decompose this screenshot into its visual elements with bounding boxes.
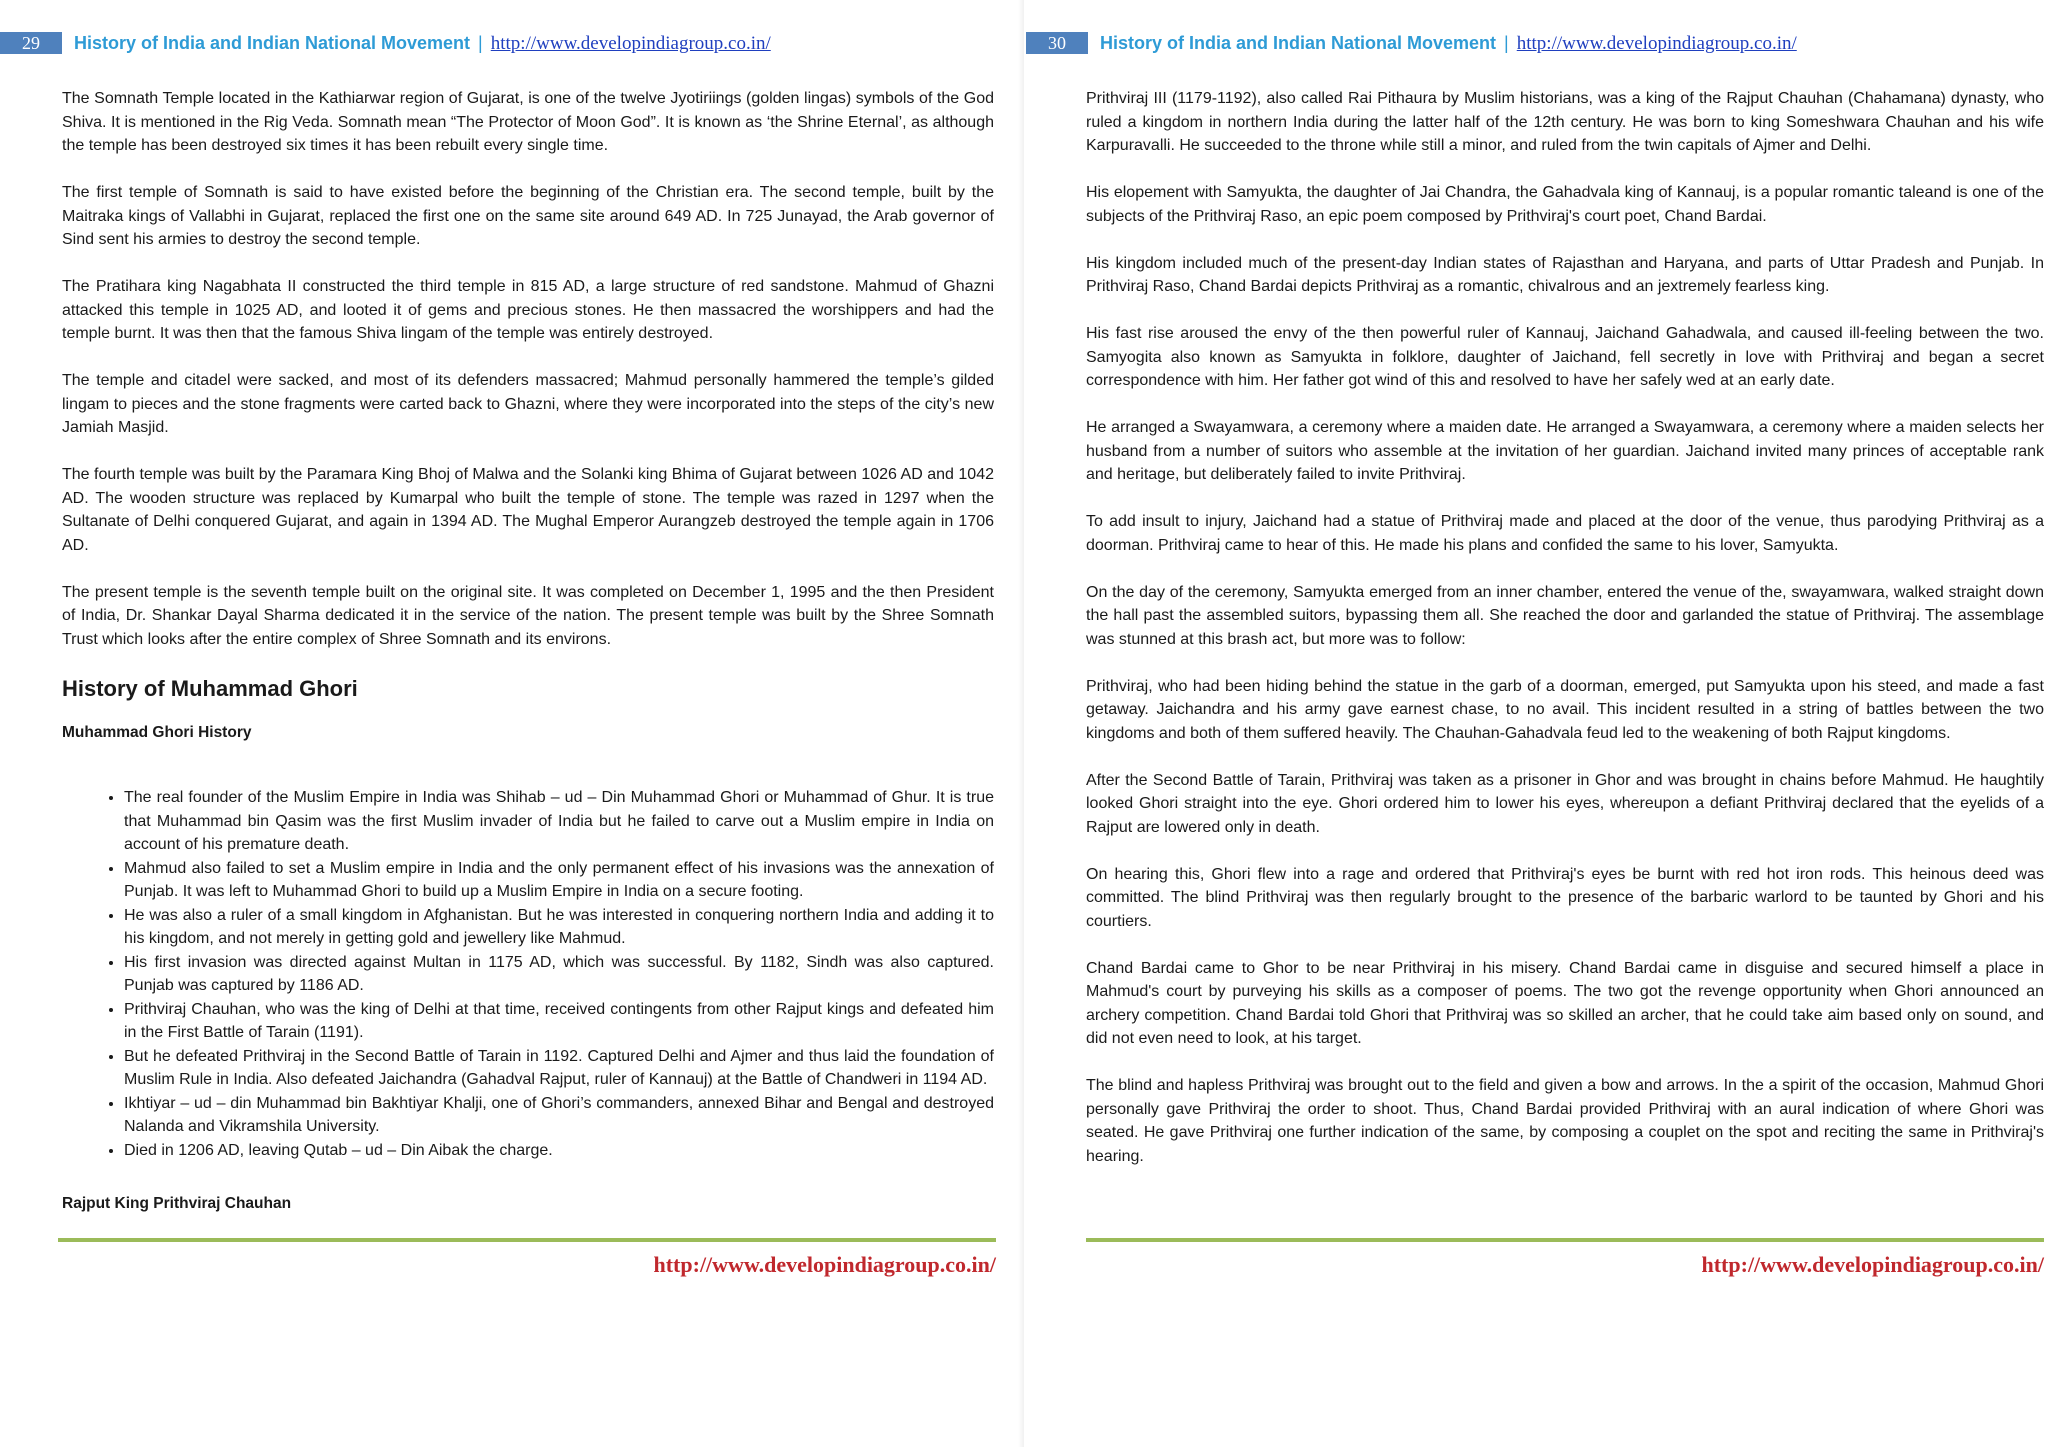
closing-subheading: Rajput King Prithviraj Chauhan xyxy=(62,1195,292,1212)
paragraph: The Pratihara king Nagabhata II constructed the third temple in 815 AD, a large structure of red sandstone. Mahmud of Ghazni attacked this temple in 1025 AD, and looted it of gems and precious stones. He then massacred the worshippers and had the temple burnt. It was then that the famous Shiva lingam of the temple was entirely destroyed. xyxy=(62,278,994,342)
paragraph: After the Second Battle of Tarain, Prithviraj was taken as a prisoner in Ghor and was brought in chains before Mahmud. He haughtily looked Ghori straight into the eye. Ghori ordered him to lower his eyes, whereupon a defiant Prithviraj declared that the eyelids of a Rajput are lowered only in death. xyxy=(1086,771,2044,836)
header-title: History of India and Indian National Movement xyxy=(74,33,471,53)
header-title: History of India and Indian National Movement xyxy=(1100,33,1497,53)
header-link[interactable]: http://www.developindiagroup.co.in/ xyxy=(1516,33,1797,54)
right-page-content xyxy=(1086,87,2044,1192)
list-item: • Prithviraj Chauhan, who was the king of Delhi at that time, received contingents from other Rajput kings and defeated him in the First Battle of Tarain (1191). xyxy=(124,998,994,1045)
left-page-content xyxy=(62,87,994,1216)
paragraph: He arranged a Swayamwara, a ceremony where a maiden date. He arranged a Swayamwara, a ceremony where a maiden selects her husband from a number of suitors who assemble at the invitation of her guardian. Jaichand invited many princes of acceptable rank and heritage, but deliberately failed to invite Prithviraj. xyxy=(1086,419,2044,483)
list-item: • Died in 1206 AD, leaving Qutab – ud – Din Aibak the charge. xyxy=(124,1139,994,1163)
list-item: • His first invasion was directed against Multan in 1175 AD, which was successful. By 1182, Sindh was also captured. Punjab was captured by 1186 AD. xyxy=(124,951,994,998)
header-title-line xyxy=(1100,30,1797,57)
header-separator: | xyxy=(478,33,483,53)
left-page-header xyxy=(0,30,1024,56)
list-item: • Ikhtiyar – ud – din Muhammad bin Bakhtiyar Khalji, one of Ghori’s commanders, annexed Bihar and Bengal and destroyed Nalanda and Vikramshila University. xyxy=(124,1092,994,1139)
footer-rule xyxy=(58,1238,996,1242)
page-number: 29 xyxy=(0,32,62,54)
header-title-line xyxy=(74,30,771,57)
paragraph: His kingdom included much of the present-day Indian states of Rajasthan and Haryana, and parts of Uttar Pradesh and Punjab. In Prithviraj Raso, Chand Bardai depicts Prithviraj as a romantic, chivalrous and an jextremely fearless king. xyxy=(1086,254,2044,295)
paragraph: On the day of the ceremony, Samyukta emerged from an inner chamber, entered the venue of the, swayamwara, walked straight down the hall past the assembled suitors, bypassing them all. She reached the door and garlanded the statue of Prithviraj. The assemblage was stunned at this brash act, but more was to follow: xyxy=(1086,583,2044,648)
paragraph: His elopement with Samyukta, the daughter of Jai Chandra, the Gahadvala king of Kannauj, is a popular romantic taleand is one of the subjects of the Prithviraj Raso, an epic poem composed by Prithviraj's court poet, Chand Bardai. xyxy=(1086,184,2044,225)
paragraph: The first temple of Somnath is said to have existed before the beginning of the Christian era. The second temple, built by the Maitraka kings of Vallabhi in Gujarat, replaced the first one on the same site around 649 AD. In 725 Junayad, the Arab governor of Sind sent his armies to destroy the second temple. xyxy=(62,184,994,248)
list-item: • He was also a ruler of a small kingdom in Afghanistan. But he was interested in conquering northern India and adding it to his kingdom, and not merely in getting gold and jewellery like Mahmud. xyxy=(124,904,994,951)
paragraph: To add insult to injury, Jaichand had a statue of Prithviraj made and placed at the door of the venue, thus parodying Prithviraj as a doorman. Prithviraj came to hear of this. He made his plans and confided the same to his lover, Samyukta. xyxy=(1086,513,2044,554)
list-item: • Mahmud also failed to set a Muslim empire in India and the only permanent effect of his invasions was the annexation of Punjab. It was left to Muhammad Ghori to build up a Muslim Empire in India on a secure footing. xyxy=(124,857,994,904)
paragraph: The fourth temple was built by the Paramara King Bhoj of Malwa and the Solanki king Bhima of Gujarat between 1026 AD and 1042 AD. The wooden structure was replaced by Kumarpal who built the temple of stone. The temple was razed in 1297 when the Sultanate of Delhi conquered Gujarat, and again in 1394 AD. The Mughal Emperor Aurangzeb destroyed the temple again in 1706 AD. xyxy=(62,466,994,554)
right-page-header xyxy=(1024,30,2048,56)
paragraph: The temple and citadel were sacked, and most of its defenders massacred; Mahmud personally hammered the temple’s gilded lingam to pieces and the stone fragments were carted back to Ghazni, where they were incorporated into the steps of the city’s new Jamiah Masjid. xyxy=(62,372,994,436)
paragraph: The blind and hapless Prithviraj was brought out to the field and given a bow and arrows. In the a spirit of the occasion, Mahmud Ghori personally gave Prithviraj the order to shoot. Thus, Chand Bardai provided Prithviraj with an aural indication of where Ghori was seated. He gave Prithviraj one further indication of the same, by composing a couplet on the spot and reciting the same in Prithviraj's hearing. xyxy=(1086,1077,2044,1165)
header-separator: | xyxy=(1504,33,1509,53)
footer-link[interactable]: http://www.developindiagroup.co.in/ xyxy=(653,1252,996,1277)
bullet-list xyxy=(62,786,994,1162)
list-item: • But he defeated Prithviraj in the Second Battle of Tarain in 1192. Captured Delhi and Ajmer and thus laid the foundation of Muslim Rule in India. Also defeated Jaichandra (Gahadval Rajput, ruler of Kannauj) at the Battle of Chandweri in 1194 AD. xyxy=(124,1045,994,1092)
paragraph: On hearing this, Ghori flew into a rage and ordered that Prithviraj's eyes be burnt with red hot iron rods. This heinous deed was committed. The blind Prithviraj was then regularly brought to the presence of the barbaric warlord to be taunted by Ghori and his courtiers. xyxy=(1086,865,2044,930)
page-number: 30 xyxy=(1026,32,1088,54)
header-link[interactable]: http://www.developindiagroup.co.in/ xyxy=(490,33,771,54)
paragraph: His fast rise aroused the envy of the then powerful ruler of Kannauj, Jaichand Gahadwala, and caused ill-feeling between the two. Samyogita also known as Samyukta in folklore, daughter of Jaichand, fell secretly in love with Prithviraj and began a secret correspondence with him. Her father got wind of this and resolved to have her safely wed at an early date. xyxy=(1086,325,2044,389)
list-item: • The real founder of the Muslim Empire in India was Shihab – ud – Din Muhammad Ghori or Muhammad of Ghur. It is true that Muhammad bin Qasim was the first Muslim invader of India but he failed to carve out a Muslim empire in India on account of his premature death. xyxy=(124,786,994,857)
paragraph: Prithviraj, who had been hiding behind the statue in the garb of a doorman, emerged, put Samyukta upon his steed, and made a fast getaway. Jaichandra and his army gave earnest chase, to no avail. This incident resulted in a string of battles between the two kingdoms and both of them suffered heavily. The Chauhan-Gahadvala feud led to the weakening of both Rajput kingdoms. xyxy=(1086,677,2044,742)
paragraph: The present temple is the seventh temple built on the original site. It was completed on December 1, 1995 and the then President of India, Dr. Shankar Dayal Sharma dedicated it in the service of the nation. The present temple was built by the Shree Somnath Trust which looks after the entire complex of Shree Somnath and its environs. xyxy=(62,583,994,648)
right-page xyxy=(1024,0,2048,1447)
subheading: Muhammad Ghori History xyxy=(62,723,252,741)
footer-rule xyxy=(1086,1238,2044,1242)
footer-link[interactable]: http://www.developindiagroup.co.in/ xyxy=(1701,1252,2044,1277)
paragraph: The Somnath Temple located in the Kathiarwar region of Gujarat, is one of the twelve Jyotiriings (golden lingas) symbols of the God Shiva. It is mentioned in the Rig Veda. Somnath mean “The Protector of Moon God”. It is known as ‘the Shrine Eternal’, as although the temple has been destroyed six times it has been rebuilt every single time. xyxy=(62,90,994,154)
paragraph: Prithviraj III (1179-1192), also called Rai Pithaura by Muslim historians, was a king of the Rajput Chauhan (Chahamana) dynasty, who ruled a kingdom in northern India during the latter half of the 12th century. He was born to king Someshwara Chauhan and his wife Karpuravalli. He succeeded to the throne while still a minor, and ruled from the twin capitals of Ajmer and Delhi. xyxy=(1086,90,2044,154)
section-heading: History of Muhammad Ghori xyxy=(62,675,358,701)
paragraph: Chand Bardai came to Ghor to be near Prithviraj in his misery. Chand Bardai came in disguise and secured himself a place in Mahmud's court by purveying his skills as a composer of poems. The two got the revenge opportunity when Ghori announced an archery competition. Chand Bardai told Ghori that Prithviraj was so skilled an archer, that he could take aim based only on sound, and did not even need to look, at his target. xyxy=(1086,959,2044,1047)
